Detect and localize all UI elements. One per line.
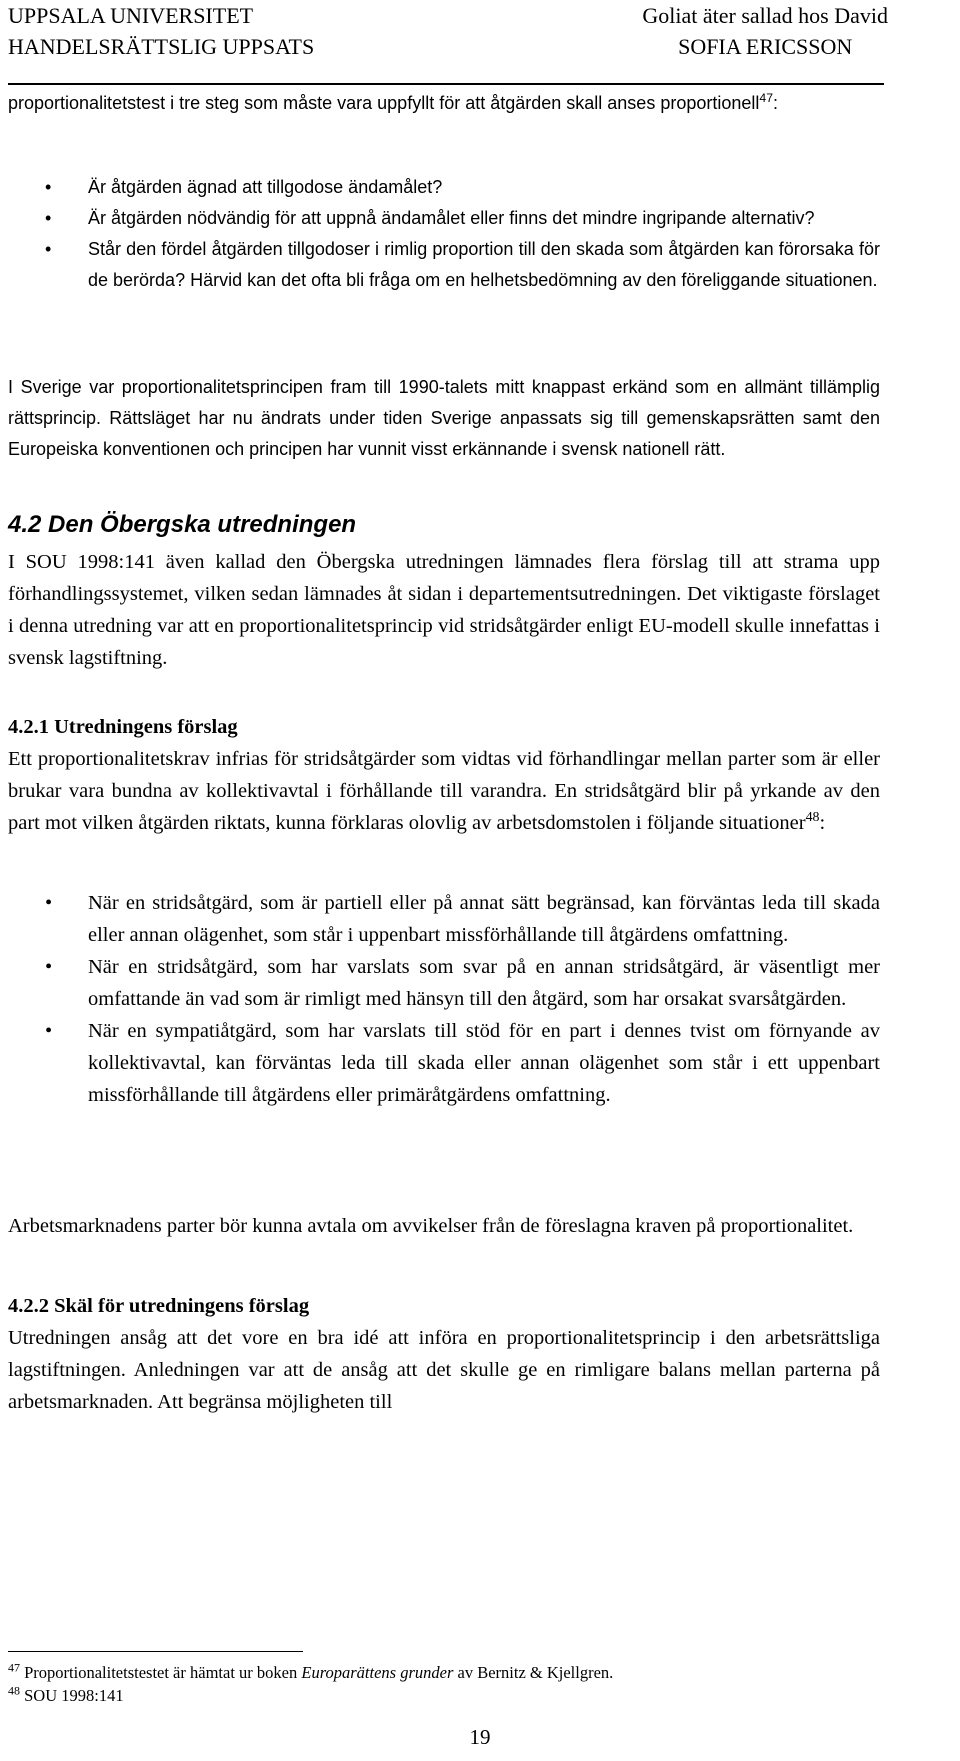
paragraph-labour-market-parties: Arbetsmarknadens parter bör kunna avtala om avvikelser från de föreslagna kraven på proportionalitet. [8, 1215, 854, 1237]
section-heading-4-2: 4.2 Den Öbergska utredningen [8, 511, 357, 538]
footnote-text: av Bernitz & Kjellgren. [457, 1663, 614, 1682]
running-header-left [8, 0, 314, 62]
section-heading-4-2-1: 4.2.1 Utredningens förslag [8, 716, 238, 738]
footnote-ref-48[interactable]: 48 [805, 810, 820, 826]
paragraph-sou: I SOU 1998:141 även kallad den Öbergska utredningen lämnades flera förslag till att strama upp förhandlingssystemet, vilken sedan lämnades åt sidan i departementsutredningen. Det viktigaste förslaget i denna utredning var att en proportionalitetsprincip vid stridsåtgärder enligt EU-modell skulle innefattas i svensk lagstiftning. [8, 551, 880, 669]
paragraph-sweden: I Sverige var proportionalitetsprincipen fram till 1990-talets mitt knappast erkänd som en allmänt tillämplig rättsprincip. Rättsläget har nu ändrats under tiden Sverige anpassats sig till gemenskapsrätten samt den Europeiska konventionen och principen har vunnit visst erkännande i svensk nationell rätt. [8, 377, 880, 459]
proportionality-test-list [8, 172, 880, 296]
header-title: Goliat äter sallad hos David [642, 3, 888, 28]
header-university: UPPSALA UNIVERSITET [8, 3, 254, 28]
footnote-text: SOU 1998:141 [24, 1686, 124, 1705]
footnote-ref-47[interactable]: 47 [759, 91, 773, 105]
page-number: 19 [469, 1725, 491, 1749]
header-essay-type: HANDELSRÄTTSLIG UPPSATS [8, 34, 315, 59]
industrial-action-situations-list [8, 887, 880, 1111]
header-rule [8, 83, 884, 85]
intro-text: proportionalitetstest i tre steg som måste vara uppfyllt för att åtgärden skall anses proportionell [8, 93, 760, 113]
header-author: SOFIA ERICSSON [678, 34, 853, 59]
footnote-48 [8, 1684, 124, 1707]
paragraph-proportionality-requirement [8, 743, 880, 839]
footnote-separator [8, 1651, 303, 1652]
list-item-text: När en stridsåtgärd, som är partiell eller på annat sätt begränsad, kan förväntas leda till skada eller annan olägenhet, som står i uppenbart missförhållande till åtgärdens omfattning. [88, 892, 880, 946]
bullet-icon: • [45, 239, 52, 259]
list-item [8, 1015, 880, 1111]
paragraph-reasons: Utredningen ansåg att det vore en bra idé att införa en proportionalitetsprincip i den arbetsrättsliga lagstiftningen. Anledningen var att de ansåg att det skulle ge en rimligare balans mellan parterna på arbetsmarknaden. Att begränsa möjligheten till [8, 1327, 880, 1413]
list-item [8, 203, 880, 234]
bullet-icon: • [45, 956, 53, 978]
list-item [8, 951, 880, 1015]
bullet-icon: • [45, 1020, 53, 1042]
section-heading-4-2-2: 4.2.2 Skäl för utredningens förslag [8, 1295, 310, 1317]
list-item [8, 887, 880, 951]
bullet-icon: • [45, 892, 53, 914]
list-item-text: När en stridsåtgärd, som har varslats som svar på en annan stridsåtgärd, är väsentligt mer omfattande än vad som är rimligt med hänsyn till den åtgärd, som har orsakat svarsåtgärden. [88, 956, 880, 1010]
intro-suffix: : [773, 93, 779, 113]
footnote-text: Proportionalitetstestet är hämtat ur boken [24, 1663, 298, 1682]
list-item-text: Är åtgärden nödvändig för att uppnå ändamålet eller finns det mindre ingripande alternativ? [88, 208, 815, 228]
list-item-text: När en sympatiåtgärd, som har varslats till stöd för en part i dennes tvist om förnyande av kollektivavtal, kan förväntas leda till skada eller annan olägenhet som står i ett uppenbart missförhållande till åtgärdens eller primäråtgärdens omfattning. [88, 1020, 880, 1106]
footnote-number: 48 [8, 1683, 20, 1698]
bullet-icon: • [45, 177, 52, 197]
list-item-text: Är åtgärden ägnad att tillgodose ändamålet? [88, 177, 443, 197]
intro-paragraph [8, 88, 880, 119]
footnote-book-title: Europarättens grunder [301, 1663, 454, 1682]
footnote-47 [8, 1661, 613, 1684]
list-item [8, 234, 880, 296]
paragraph-text: Ett proportionalitetskrav infrias för stridsåtgärder som vidtas vid förhandlingar mellan parter som är eller brukar vara bundna av kollektivavtal i förhållande till varandra. En stridsåtgärd blir på yrkande av den part mot vilken åtgärden riktats, kunna förklaras olovlig av arbetsdomstolen i följande situationer [8, 748, 880, 834]
running-header-right [642, 0, 888, 62]
footnote-number: 47 [8, 1660, 20, 1675]
paragraph-suffix: : [819, 812, 826, 834]
list-item-text: Står den fördel åtgärden tillgodoser i rimlig proportion till den skada som åtgärden kan förorsaka för de berörda? Härvid kan det ofta bli fråga om en helhetsbedömning av den föreliggande situationen. [88, 239, 880, 290]
bullet-icon: • [45, 208, 52, 228]
list-item [8, 172, 880, 203]
